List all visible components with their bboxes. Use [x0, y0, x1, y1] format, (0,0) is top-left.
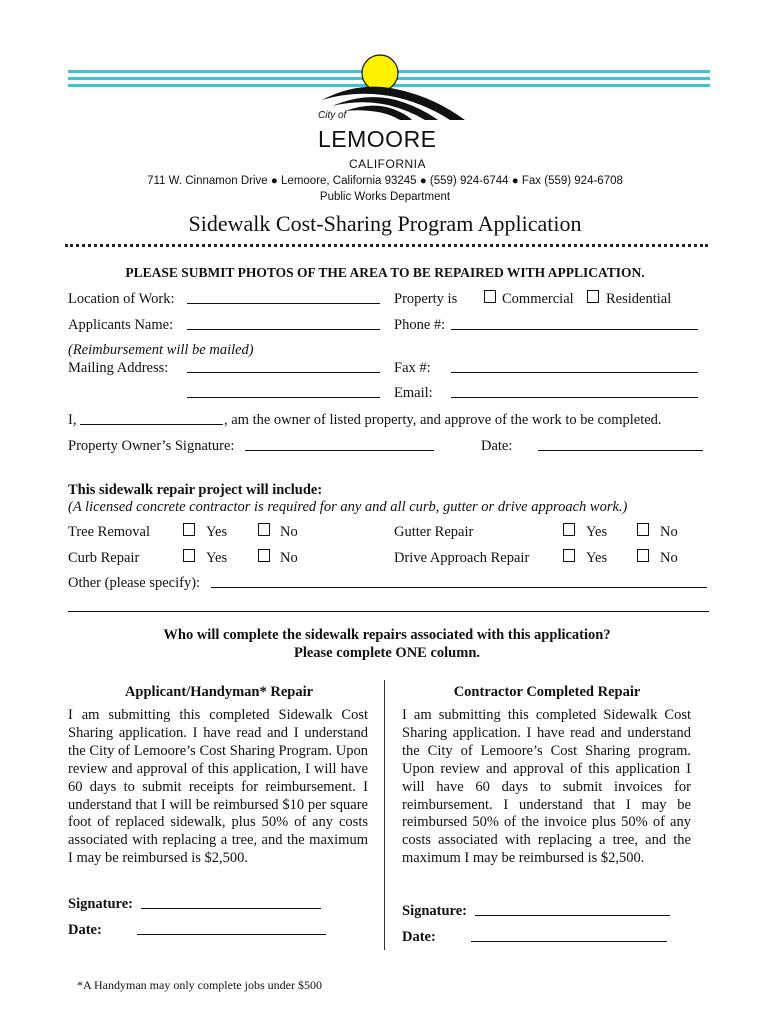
left-signature-label: Signature:: [68, 896, 133, 912]
curb-repair-no-label: No: [280, 550, 298, 566]
gutter-repair-yes-label: Yes: [586, 524, 608, 540]
email-label: Email:: [394, 385, 433, 401]
city-of-label: City of: [318, 110, 347, 121]
curb-repair-yes-label: Yes: [206, 550, 228, 566]
city-name: LEMOORE: [318, 126, 437, 152]
commercial-checkbox[interactable]: [484, 290, 496, 303]
phone-label: Phone #:: [394, 317, 446, 333]
left-date-input[interactable]: [137, 934, 326, 935]
property-is-label: Property is: [394, 291, 458, 307]
left-column-body: I am submitting this completed Sidewalk Cost Sharing application. I have read and I understand the City of Lemoore’s Cost Sharing Program. Upon review and approval of this application, I will have 60 days to submit receipts for reimbursement. I understand that I will be reimbursed $10 per square foot of replaced sidewalk, plus 50% of any costs associated with replacing a tree, and the maximum I may be reimbursed is $2,500.: [68, 707, 368, 867]
handyman-footnote: *A Handyman may only complete jobs under $500: [77, 978, 322, 992]
gutter-repair-no-checkbox[interactable]: [637, 523, 649, 536]
fax-label: Fax #:: [394, 360, 431, 376]
owner-signature-label: Property Owner’s Signature:: [68, 438, 235, 454]
project-heading: This sidewalk repair project will include:: [68, 482, 323, 498]
tree-removal-no-checkbox[interactable]: [258, 523, 270, 536]
tree-removal-yes-label: Yes: [206, 524, 228, 540]
residential-label: Residential: [606, 291, 672, 307]
other-label: Other (please specify):: [68, 575, 201, 591]
applicant-input[interactable]: [187, 329, 380, 330]
column-divider: [384, 680, 385, 950]
owner-prefix: I,: [68, 412, 77, 428]
mailing-label: Mailing Address:: [68, 360, 169, 376]
residential-checkbox[interactable]: [587, 290, 599, 303]
fax-input[interactable]: [451, 372, 698, 373]
owner-date-label: Date:: [481, 438, 513, 454]
completion-instruction: Please complete ONE column.: [293, 645, 481, 661]
left-date-label: Date:: [68, 922, 102, 938]
address-line: 711 W. Cinnamon Drive ● Lemoore, California 93245 ● (559) 924-6744 ● Fax (559) 924-6708: [147, 175, 623, 187]
project-note: (A licensed concrete contractor is required for any and all curb, gutter or drive approach work.): [68, 499, 628, 515]
tree-removal-no-label: No: [280, 524, 298, 540]
mailing-input-1[interactable]: [187, 372, 380, 373]
department-label: Public Works Department: [319, 191, 451, 203]
left-signature-input[interactable]: [141, 908, 321, 909]
other-input[interactable]: [211, 587, 707, 588]
drive-approach-no-checkbox[interactable]: [637, 549, 649, 562]
completion-question: Who will complete the sidewalk repairs associated with this application?: [163, 627, 611, 643]
page-title: Sidewalk Cost-Sharing Program Application: [188, 211, 582, 236]
photo-notice: PLEASE SUBMIT PHOTOS OF THE AREA TO BE REPAIRED WITH APPLICATION.: [125, 265, 645, 280]
sun-icon: [362, 55, 398, 91]
applicant-label: Applicants Name:: [68, 317, 174, 333]
location-label: Location of Work:: [68, 291, 175, 307]
drive-approach-yes-label: Yes: [586, 550, 608, 566]
owner-date-input[interactable]: [538, 450, 703, 451]
phone-input[interactable]: [451, 329, 698, 330]
right-column-heading: Contractor Completed Repair: [453, 684, 641, 700]
commercial-label: Commercial: [502, 291, 574, 307]
right-signature-label: Signature:: [402, 903, 467, 919]
drive-approach-label: Drive Approach Repair: [394, 550, 530, 566]
owner-signature-input[interactable]: [245, 450, 434, 451]
curb-repair-no-checkbox[interactable]: [258, 549, 270, 562]
right-date-label: Date:: [402, 929, 436, 945]
drive-approach-yes-checkbox[interactable]: [563, 549, 575, 562]
location-input[interactable]: [187, 303, 380, 304]
tree-removal-yes-checkbox[interactable]: [183, 523, 195, 536]
reimbursement-note: (Reimbursement will be mailed): [68, 342, 254, 358]
gutter-repair-label: Gutter Repair: [394, 524, 474, 540]
email-input[interactable]: [451, 397, 698, 398]
right-date-input[interactable]: [471, 941, 667, 942]
owner-statement: , am the owner of listed property, and approve of the work to be completed.: [224, 412, 662, 428]
curb-repair-label: Curb Repair: [68, 550, 140, 566]
right-signature-input[interactable]: [475, 915, 670, 916]
drive-approach-no-label: No: [660, 550, 678, 566]
gutter-repair-yes-checkbox[interactable]: [563, 523, 575, 536]
owner-name-input[interactable]: [80, 424, 223, 425]
tree-removal-label: Tree Removal: [68, 524, 151, 540]
other-input-line-2[interactable]: [68, 611, 709, 612]
right-column-body: I am submitting this completed Sidewalk Cost Sharing application. I have read and understand the City of Lemoore’s Cost Sharing program. Upon review and approval of this application I will have 60 days to submit invoices for reimbursement. I understand that I may be reimbursed 50% of the invoice plus 50% of any costs associated with replacing a tree, and the maximum I may be reimbursed is $2,500.: [402, 707, 691, 867]
left-column-heading: Applicant/Handyman* Repair: [124, 684, 314, 700]
title-divider: [65, 244, 708, 247]
city-logo: [60, 50, 720, 130]
mailing-input-2[interactable]: [187, 397, 380, 398]
state-label: CALIFORNIA: [349, 157, 427, 171]
curb-repair-yes-checkbox[interactable]: [183, 549, 195, 562]
gutter-repair-no-label: No: [660, 524, 678, 540]
